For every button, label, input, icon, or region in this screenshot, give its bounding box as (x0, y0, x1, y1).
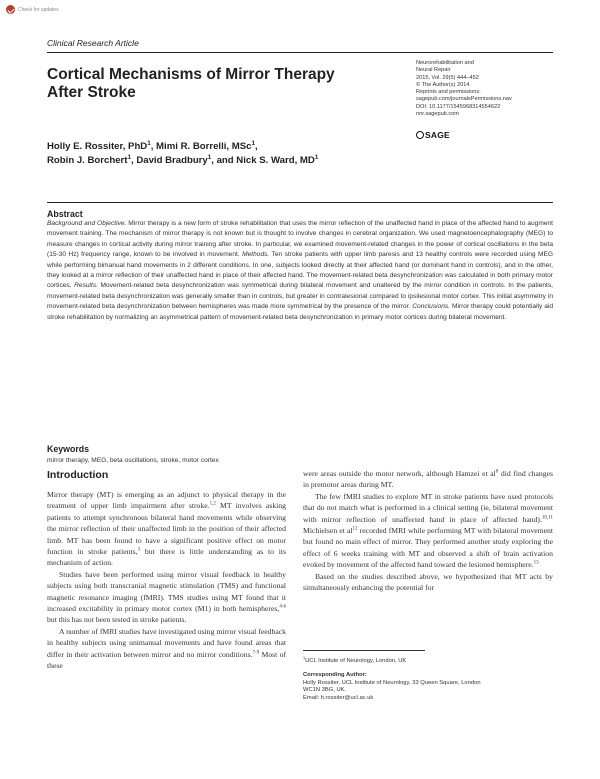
abstract-background: Mirror therapy is a new form of stroke rehabilitation that uses the mirror reflection of the unaffected hand in place of the affected hand to augment movement training. The mechanism of mirror therapy is not known but is thought to involve changes in cerebral organization. We used magnetoencephalography (MEG) to measure changes in cortical activity during mirror training after stroke. In particular, we examined movement-related changes in the power of cortical oscillations in the beta (15-30 Hz) frequency range, known to be involved in movement. (47, 220, 553, 259)
paragraph: A number of fMRI studies have investigated using mirror visual feedback in healthy subjects using unimanual movements and have found areas that differ in their activation between mirror and no mirror conditions.$^{7-9}$ Most of these (47, 626, 286, 671)
corresponding-author-line: WC1N 3BG, UK. (303, 687, 347, 694)
abstract-text (47, 219, 553, 323)
author-affiliation-sup: 1 (207, 154, 212, 162)
journal-info-line: DOI: 10.1177/1545968314554622 (416, 103, 501, 110)
author-name: Mimi R. Borrelli, MSc (156, 141, 252, 152)
journal-info-line: 2015, Vol. 29(5) 444–452 (416, 74, 479, 81)
author-affiliation-sup: 1 (127, 154, 131, 162)
author-name: and Nick S. Ward, MD (216, 155, 315, 167)
citation[interactable]: 13 (533, 560, 539, 566)
abstract-conclusions: Mirror therapy could potentially aid stroke rehabilitation by normalizing an asymmetrical pattern of movement-related beta desynchronization in primary motor cortices during bilateral movement. (47, 303, 553, 321)
crossmark-label: Check for updates (18, 6, 59, 13)
journal-info-line: Reprints and permissions: (416, 89, 481, 96)
journal-info-line[interactable]: nnr.sagepub.com (416, 111, 459, 118)
article-title: Cortical Mechanisms of Mirror Therapy After Stroke (47, 66, 335, 101)
citation[interactable]: 1,2 (209, 501, 216, 507)
paragraph: The few fMRI studies to explore MT in stroke patients have used protocols that do not match what is performed in a clinical setting (ie, bilateral movement with mirror reflection of unaffected hand in place of affected hand).$^{10,11}$ Michielsen et $al^{12}$ recorded fMRI while performing MT with bilateral movement but found no main effect of mirror. They performed another study exploring the effect of 6 weeks training with MT and observed a shift of brain activation evoked by movement of the affected hand toward the lesioned hemisphere.$^{13}$ (303, 491, 553, 570)
sage-logo (416, 130, 450, 140)
author-affiliation-sup: 1 (251, 139, 255, 147)
corresponding-author-heading: Corresponding Author: (303, 671, 367, 678)
journal-info-line: © The Author(s) 2014 (416, 81, 470, 88)
footnote-rule (303, 650, 425, 651)
citation[interactable]: 3 (137, 547, 141, 553)
paragraph: Mirror therapy (MT) is emerging as an adjunct to physical therapy in the treatment of upper limb impairment after stroke.$^{1,2}$ MT involves asking patients to attempt synchronous bilateral hand movements while observing the mirror reflection of their unaffected limb in the position of their affected limb. MT has been found to have a significant positive effect on motor function in stroke patients,$^3$ but there is little understanding as to its mechanism of action. (47, 490, 287, 568)
paragraph: were areas outside the motor network, although Hamzei et $al^8$ did find changes in premotor areas during MT. (303, 469, 554, 490)
citation[interactable]: 4-6 (279, 604, 286, 610)
affiliation-note: $^1$UCL Institute of Neurology, London, UK (303, 656, 407, 664)
author-line-2: Robin J. Borchert$^1$, David Bradbury$^1$, and Nick S. Ward, $MD^1$ (47, 154, 319, 167)
keywords-heading: Keywords (47, 444, 90, 454)
journal-info-line: Neural Repair (416, 67, 451, 74)
footnotes (303, 658, 553, 703)
introduction-heading: Introduction (47, 469, 109, 481)
sage-circle-icon (416, 131, 424, 139)
article-type: Clinical Research Article (47, 38, 139, 48)
author-name: Holly E. Rossiter, PhD (47, 141, 148, 152)
abstract-label-conclusions: Conclusions. (412, 303, 451, 311)
abstract-results: Movement-related beta desynchronization was symmetrical during bilateral movement and unaltered by the mirror condition in controls. In the patients, movement-related beta desynchronization was generally smaller than in controls, but greater in contralesional compared to ipsilesional motor cortex. This initial asymmetry in movement-related beta desynchronization between hemispheres was made more symmetrical by the presence of the mirror. (47, 282, 554, 311)
journal-info-line: Neurorehabilitation and (416, 60, 474, 66)
author-list (47, 140, 407, 168)
abstract-top-rule (47, 202, 553, 203)
citation[interactable]: 10,11 (541, 515, 553, 521)
abstract-label-methods: Methods. (242, 251, 270, 259)
citation[interactable]: 12 (352, 526, 358, 532)
abstract-heading: Abstract (47, 209, 83, 219)
body-column-right (303, 468, 553, 593)
author-name: David Bradbury (136, 155, 208, 167)
abstract-label-results: Results. (74, 282, 98, 290)
author-affiliation-sup: 1 (314, 154, 319, 162)
body-column-left (47, 489, 286, 672)
abstract-methods: Ten stroke patients with upper limb paresis and 13 healthy controls were recorded using MEG while performing bimanual hand movements in 2 different conditions. In one, subjects looked directly at their affected hand (or dominant hand in controls), and in the other, they looked at a mirror reflection of their unaffected hand in place of their affected hand. The movement-related beta desynchronization was calculated in both primary motor cortices. (47, 251, 554, 290)
citation[interactable]: 7-9 (252, 650, 260, 656)
abstract-label-background: Background and Objective. (47, 220, 127, 227)
paragraph: Studies have been performed using mirror visual feedback in healthy subjects using both transcranial magnetic stimulation (TMS) and functional magnetic resonance imaging (fMRI). TMS studies using MT found that it increased excitability in primary motor cortex (M1) in both hemispheres,$^{4-6}$ but this has not been tested in stroke patients. (47, 569, 286, 625)
author-line-1: Holly E. Rossiter, PhD$^1$, Mimi R. Borrelli, MSc$^1$, (47, 139, 258, 152)
author-affiliation-sup: 1 (147, 139, 151, 147)
keywords-text: mirror therapy, MEG, beta oscillations, stroke, motor cortex (47, 457, 219, 464)
corresponding-author-email[interactable]: Email: h.rossiter@ucl.ac.uk (303, 695, 374, 702)
paragraph: Based on the studies described above, we hypothesized that MT acts by simultaneously enhancing the potential for (303, 571, 553, 593)
crossmark-badge[interactable] (6, 4, 60, 15)
publisher-name: SAGE (425, 130, 450, 140)
corresponding-author-line: Holly Rossiter, UCL Institute of Neurology, 33 Queen Square, London (303, 679, 481, 686)
journal-info-line[interactable]: sagepub.com/journalsPermissions.nav (416, 96, 512, 103)
author-name: Robin J. Borchert (47, 155, 128, 167)
citation[interactable]: 8 (495, 469, 499, 475)
header-rule (47, 52, 553, 53)
crossmark-icon (6, 5, 15, 14)
journal-info (416, 60, 561, 118)
